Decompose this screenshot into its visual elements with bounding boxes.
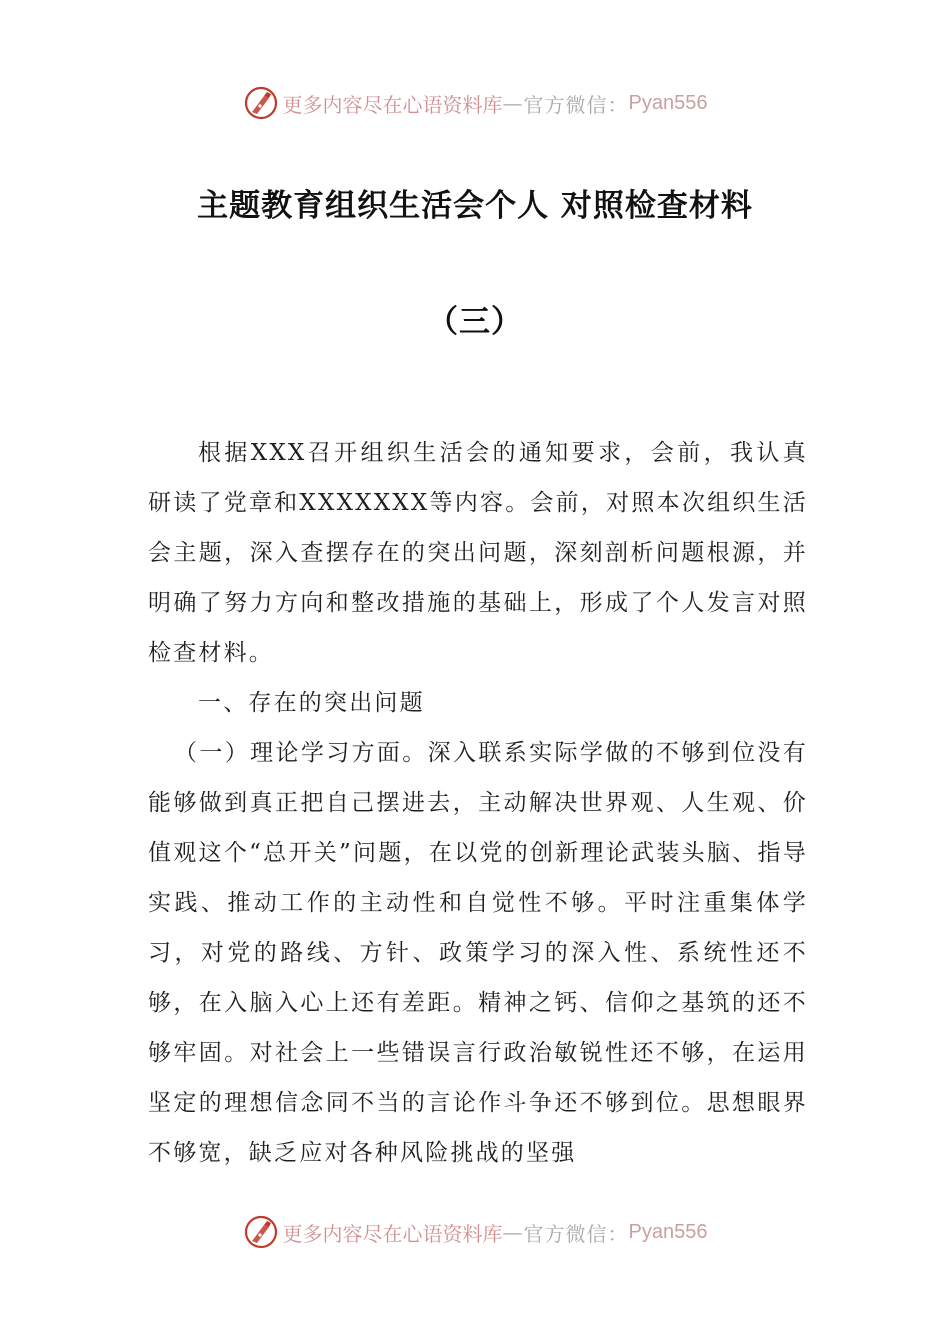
intro-paragraph: 根据XXX召开组织生活会的通知要求，会前，我认真研读了党章和XXXXXXX等内容。会前，对照本次组织生活会主题，深入查摆存在的突出问题，深刻剖析问题根源，并明确了努力方向和整改措施的基础上，形成了个人发言对照检查材料。: [148, 440, 808, 666]
watermark-site-text: 更多内容尽在心语资料库: [282, 92, 503, 117]
document-title: 主题教育组织生活会个人 对照检查材料: [197, 188, 753, 224]
document-body: [148, 428, 808, 1178]
watermark-site-text: 更多内容尽在心语资料库: [282, 1221, 503, 1246]
watermark-dash: —: [502, 91, 524, 115]
pen-nib-logo-icon: [243, 85, 279, 121]
watermark-official-text: 官方微信：: [523, 1221, 629, 1246]
section-heading: 一、存在的突出问题: [198, 690, 425, 716]
pen-nib-logo-icon: [243, 1214, 279, 1250]
document-subtitle: （三）: [427, 304, 523, 340]
watermark-handle: Pyan556: [628, 91, 708, 114]
watermark-handle: Pyan556: [628, 1220, 708, 1243]
watermark-official-text: 官方微信：: [523, 92, 629, 117]
header-watermark: [0, 83, 950, 123]
theory-study-paragraph: （一）理论学习方面。深入联系实际学做的不够到位没有能够做到真正把自己摆进去，主动解决世界观、人生观、价值观这个“总开关”问题，在以党的创新理论武装头脑、指导实践、推动工作的主动性和自觉性不够。平时注重集体学习，对党的路线、方针、政策学习的深入性、系统性还不够，在入脑入心上还有差距。精神之钙、信仰之基筑的还不够牢固。对社会上一些错误言行政治敏锐性还不够，在运用坚定的理想信念同不当的言论作斗争还不够到位。思想眼界不够宽，缺乏应对各种风险挑战的坚强: [148, 740, 808, 1166]
watermark-dash: —: [502, 1220, 524, 1244]
footer-watermark: [0, 1212, 950, 1252]
